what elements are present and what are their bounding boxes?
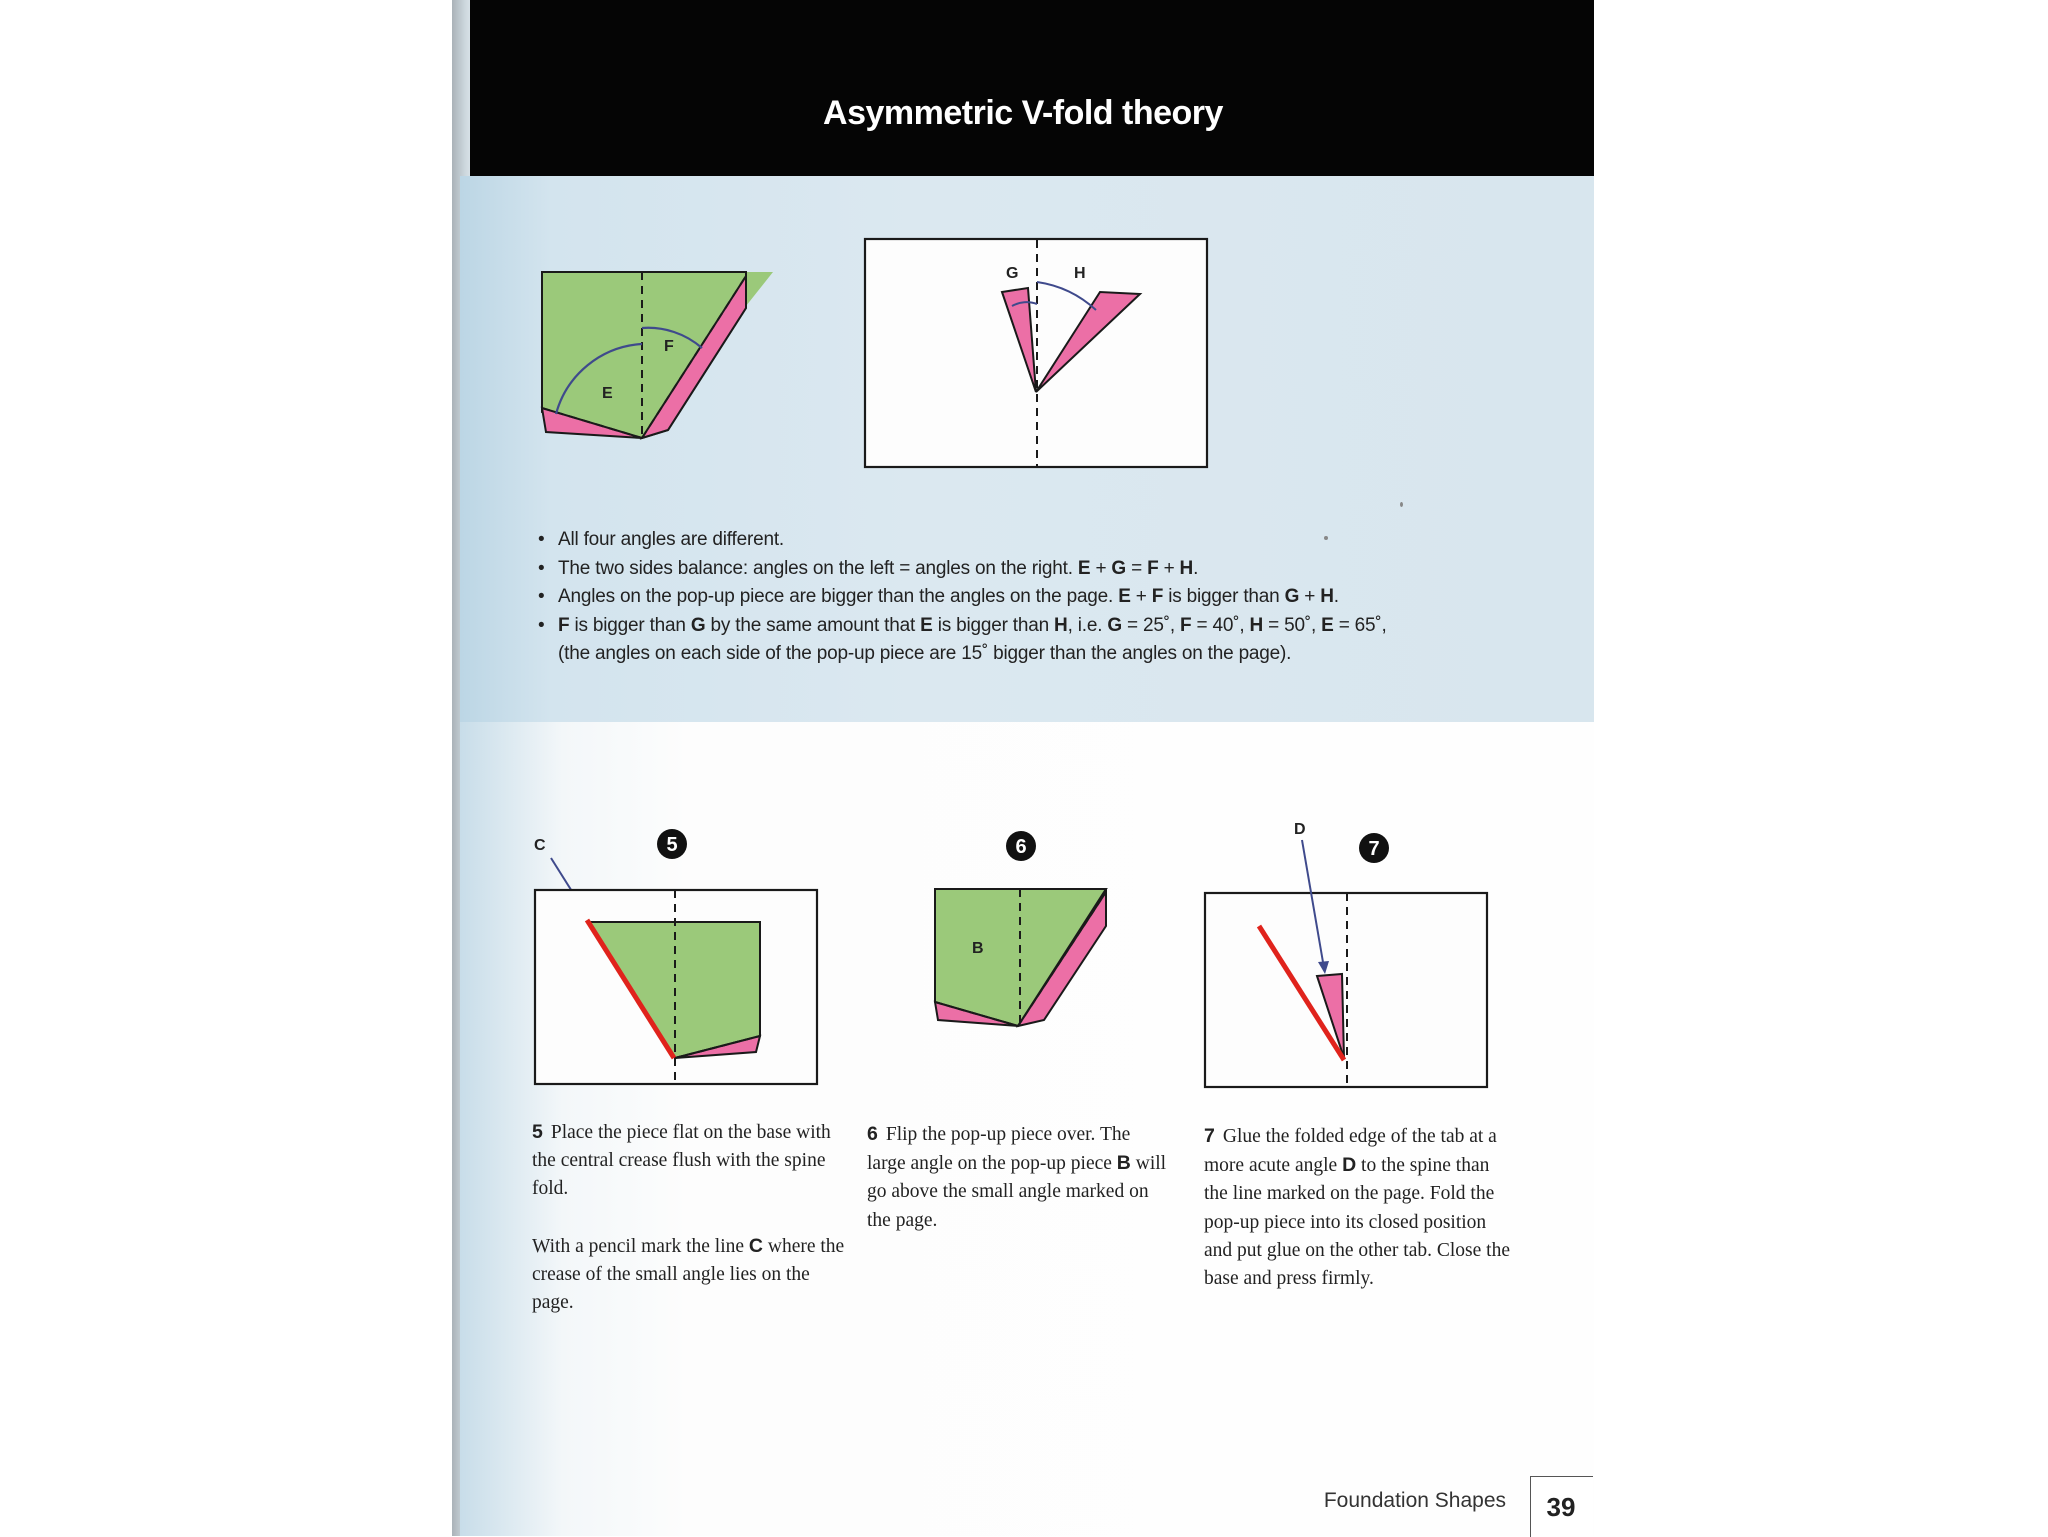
instruction-text: Glue the folded edge of the tab at a more acute angle	[1204, 1126, 1497, 1177]
step-6-figure	[930, 820, 1130, 1030]
line-label-c: C	[534, 837, 546, 854]
angle-reference: F	[1151, 586, 1164, 607]
step-5-figure	[530, 820, 830, 1090]
bullet-text: All four angles are different.	[558, 529, 785, 550]
bullet-text: +	[1130, 586, 1152, 607]
angle-reference: G	[1107, 614, 1122, 636]
bullet-text: =	[1126, 557, 1148, 579]
instruction-text: to the spine than the line marked on the page. Fold the pop-up piece into its closed position and put glue on the other tab. Close the base and press firmly.	[1204, 1155, 1510, 1290]
label-reference: B	[1116, 1152, 1131, 1175]
bullet-text: = 50˚,	[1263, 614, 1322, 636]
angle-reference: G	[1284, 586, 1300, 607]
bullet-text: .	[1333, 586, 1339, 607]
angle-reference: E	[1118, 586, 1131, 607]
angle-reference: F	[1147, 557, 1159, 579]
theory-figure-page	[864, 238, 1210, 470]
step-6-number: 6	[1015, 836, 1027, 858]
angle-reference: E	[920, 614, 933, 636]
bullet-text: The two sides balance: angles on the left = angles on the right.	[558, 557, 1078, 579]
theory-bullet	[538, 526, 1498, 555]
instruction-text: where the crease of the small angle lies on the page.	[532, 1235, 845, 1314]
bullet-text: Angles on the pop-up piece are bigger than the angles on the page.	[558, 586, 1119, 607]
step-5-instructions	[532, 1118, 852, 1345]
instruction-text: will go above the small angle marked on the page.	[867, 1153, 1167, 1231]
angle-label-f: F	[664, 338, 674, 355]
instruction-text: With a pencil mark the line	[532, 1235, 749, 1257]
paper-speck	[1400, 502, 1403, 507]
instruction-text: Place the piece flat on the base with the central crease flush with the spine fold.	[532, 1122, 831, 1200]
page-number: 39	[1546, 1492, 1576, 1522]
bullet-text: is bigger than	[1163, 586, 1285, 607]
angle-label-b: B	[972, 940, 984, 957]
angle-reference: E	[1321, 614, 1334, 636]
page-title: Asymmetric V-fold theory	[823, 94, 1223, 132]
angle-reference: H	[1249, 614, 1264, 636]
step-7-number: 7	[1368, 838, 1380, 860]
angle-reference: H	[1320, 586, 1334, 607]
angle-label-d: D	[1294, 821, 1306, 838]
bullet-text: = 25˚,	[1121, 614, 1181, 636]
instruction-paragraph	[532, 1118, 852, 1204]
step-number-inline: 5	[532, 1121, 543, 1143]
angle-reference: G	[690, 614, 706, 636]
instruction-paragraph	[532, 1232, 852, 1318]
step-6-instructions	[867, 1120, 1167, 1263]
footer-section-title: Foundation Shapes	[1323, 1489, 1506, 1512]
theory-bullet	[538, 583, 1498, 612]
angle-reference: E	[1077, 557, 1091, 579]
theory-bullet-list	[538, 526, 1498, 669]
bullet-text: = 65˚,	[1333, 614, 1387, 636]
bullet-text: is bigger than	[932, 614, 1055, 636]
angle-label-e: E	[602, 385, 613, 402]
step-5-number: 5	[666, 834, 678, 856]
angle-reference: G	[1111, 557, 1127, 579]
instruction-text: Flip the pop-up piece over. The large angle on the pop-up piece	[867, 1124, 1131, 1175]
angle-reference: H	[1179, 557, 1194, 579]
angle-label-h: H	[1074, 265, 1086, 282]
theory-bullet	[538, 555, 1498, 584]
bullet-text: +	[1299, 586, 1321, 607]
bullet-text: +	[1158, 557, 1180, 579]
theory-figure-base	[530, 262, 760, 452]
instruction-paragraph	[867, 1120, 1167, 1235]
header-band	[470, 0, 1594, 176]
bullet-text: .	[1193, 557, 1199, 579]
label-reference: C	[748, 1234, 763, 1257]
step-7-instructions	[1204, 1122, 1514, 1321]
theory-bullet	[538, 612, 1498, 669]
step-7-figure	[1200, 816, 1500, 1092]
step-number-inline: 6	[867, 1123, 878, 1145]
step-number-inline: 7	[1204, 1125, 1215, 1147]
label-reference: D	[1342, 1154, 1357, 1177]
bullet-text: by the same amount that	[705, 614, 921, 636]
instruction-paragraph	[1204, 1122, 1514, 1293]
bullet-text: , i.e.	[1067, 614, 1108, 636]
angle-label-g: G	[1006, 265, 1019, 282]
angle-reference: H	[1054, 614, 1068, 636]
angle-reference: F	[1180, 614, 1192, 636]
bullet-text: +	[1090, 557, 1112, 579]
bullet-text: = 40˚,	[1191, 614, 1250, 636]
angle-reference: F	[558, 614, 570, 636]
bullet-text: (the angles on each side of the pop-up piece are 15˚ bigger than the angles on the page).	[558, 643, 1292, 664]
bullet-text: is bigger than	[569, 614, 691, 636]
paper-speck	[1324, 536, 1328, 540]
